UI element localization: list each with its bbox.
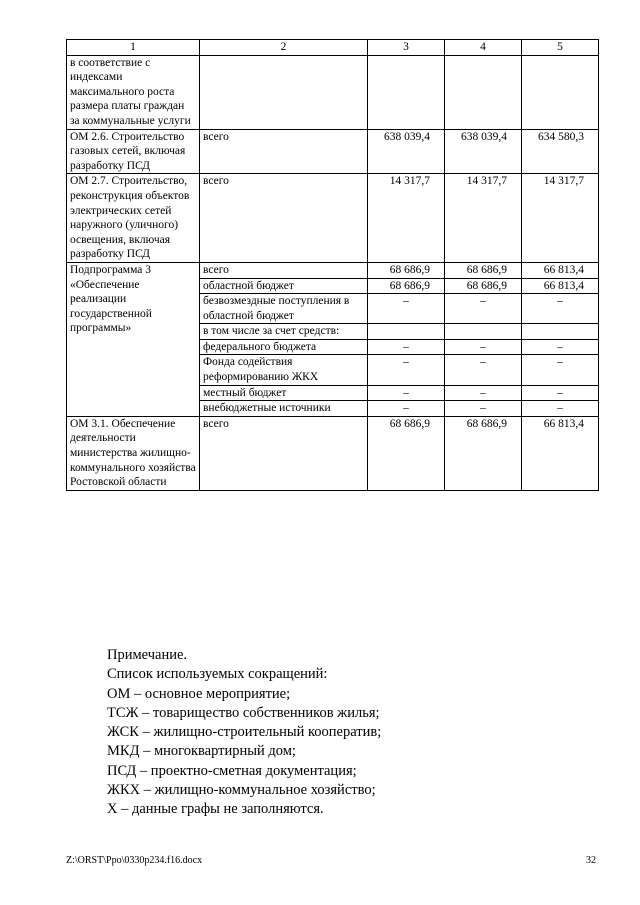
value-col3: –	[368, 339, 445, 355]
value-col5	[522, 324, 599, 340]
note-line: МКД – многоквартирный дом;	[107, 743, 296, 760]
value-col3: 68 686,9	[368, 262, 445, 278]
value-col5: 66 813,4	[522, 278, 599, 294]
value-col5: 14 317,7	[522, 174, 599, 263]
value-col4: 68 686,9	[445, 278, 522, 294]
column-header-2: 2	[200, 40, 368, 56]
value-col5: –	[522, 355, 599, 385]
row-source: всего	[200, 416, 368, 490]
value-col5: –	[522, 401, 599, 417]
note-line: ЖСК – жилищно-строительный кооператив;	[107, 724, 382, 741]
row-name: ОМ 3.1. Обеспечение деятельности министерства жилищно-коммунального хозяйства Ростовской области	[67, 416, 200, 490]
value-col5: –	[522, 385, 599, 401]
page-number: 32	[586, 855, 596, 866]
value-col4: 68 686,9	[445, 262, 522, 278]
row-source: всего	[200, 174, 368, 263]
value-col3: –	[368, 294, 445, 324]
value-col4: –	[445, 401, 522, 417]
table-row	[67, 416, 599, 490]
row-source: всего	[200, 129, 368, 174]
note-title: Примечание.	[107, 647, 188, 663]
note-line: ЖКХ – жилищно-коммунальное хозяйство;	[107, 782, 376, 799]
value-col5: 66 813,4	[522, 416, 599, 490]
value-col4: 638 039,4	[445, 129, 522, 174]
subprogram-name: Подпрограмма 3 «Обеспечение реализации государственной программы»	[67, 262, 200, 416]
note-line: Список используемых сокращений:	[107, 666, 328, 683]
table-row	[67, 174, 599, 263]
value-col3: 68 686,9	[368, 278, 445, 294]
value-col4: 14 317,7	[445, 174, 522, 263]
row-source: всего	[200, 262, 368, 278]
value-col3: 638 039,4	[368, 129, 445, 174]
value-col5: –	[522, 339, 599, 355]
column-header-5: 5	[522, 40, 599, 56]
value-col3: –	[368, 385, 445, 401]
row-name: ОМ 2.7. Строительство, реконструкция объектов электрических сетей наружного (уличного) освещения, включая разработку ПСД	[67, 174, 200, 263]
row-name: в соответствие с индексами максимального роста размера платы граждан за коммунальные услуги	[67, 55, 200, 129]
column-header-1: 1	[67, 40, 200, 56]
note-line: Х – данные графы не заполняются.	[107, 801, 324, 818]
row-source: федерального бюджета	[200, 339, 368, 355]
row-source: безвозмездные поступления в областной бюджет	[200, 294, 368, 324]
table-row	[67, 262, 599, 278]
note-line: ПСД – проектно-сметная документация;	[107, 762, 357, 779]
table-header-row	[67, 40, 599, 56]
value-col3: –	[368, 401, 445, 417]
value-col4: –	[445, 294, 522, 324]
value-col5: –	[522, 294, 599, 324]
value-col5: 66 813,4	[522, 262, 599, 278]
value-col4: –	[445, 385, 522, 401]
value-col4: –	[445, 355, 522, 385]
column-header-4: 4	[445, 40, 522, 56]
row-source: областной бюджет	[200, 278, 368, 294]
value-col3	[368, 324, 445, 340]
value-col5: 634 580,3	[522, 129, 599, 174]
row-name: ОМ 2.6. Строительство газовых сетей, включая разработку ПСД	[67, 129, 200, 174]
table-row	[67, 55, 599, 129]
file-path: Z:\ORST\Ppo\0330p234.f16.docx	[66, 855, 203, 866]
value-col4	[445, 324, 522, 340]
value-col3: 14 317,7	[368, 174, 445, 263]
value-col3: –	[368, 355, 445, 385]
value-col3: 68 686,9	[368, 416, 445, 490]
abbreviation-notes	[107, 646, 587, 820]
value-col4: 68 686,9	[445, 416, 522, 490]
row-source: Фонда содействия реформированию ЖКХ	[200, 355, 368, 385]
note-line: ОМ – основное мероприятие;	[107, 685, 291, 702]
row-source: в том числе за счет средств:	[200, 324, 368, 340]
table-row	[67, 129, 599, 174]
note-line: ТСЖ – товарищество собственников жилья;	[107, 704, 380, 721]
budget-table	[66, 39, 599, 491]
row-source: местный бюджет	[200, 385, 368, 401]
column-header-3: 3	[368, 40, 445, 56]
value-col4: –	[445, 339, 522, 355]
row-source: внебюджетные источники	[200, 401, 368, 417]
